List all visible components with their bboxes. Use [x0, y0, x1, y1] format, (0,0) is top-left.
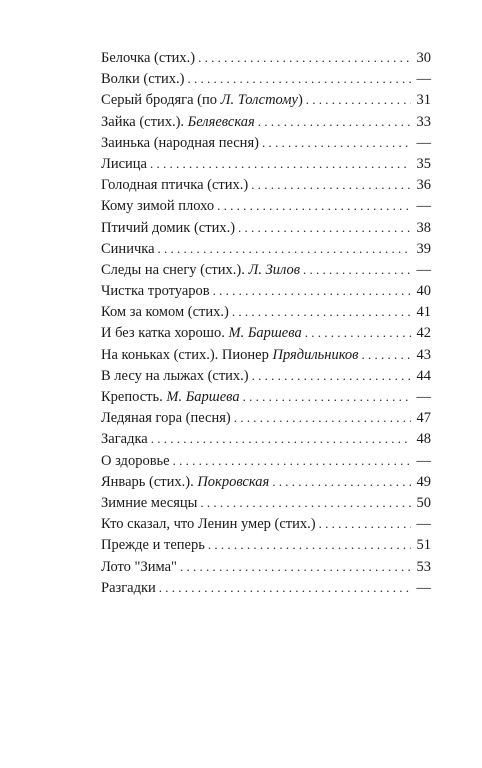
toc-entry-title: [101, 408, 231, 429]
toc-entry-page-number: 41: [416, 304, 431, 321]
toc-entry-title-text: Лисица: [101, 155, 147, 172]
dot-leader: [173, 450, 411, 471]
toc-entry: [101, 238, 431, 259]
toc-entry: [101, 259, 431, 280]
toc-entry-title-text: Зимние месяцы: [101, 494, 198, 511]
toc-entry-title-text: Прежде и теперь: [101, 537, 205, 554]
toc-entry-author: Л. Толстому: [220, 92, 298, 109]
toc-entry-title-text: На коньках (стих.). Пионер: [101, 346, 273, 363]
toc-entry-page-number: —: [416, 71, 431, 88]
toc-entry-title: [101, 302, 229, 323]
toc-entry-page-number: 47: [416, 410, 431, 427]
toc-entry-page-number: 44: [416, 367, 431, 384]
toc-entry-title: [101, 218, 235, 239]
toc-entry-title-text: Ледяная гора (песня): [101, 410, 231, 427]
toc-entry-title-text: Синичка: [101, 240, 155, 257]
toc-entry-title-text: В лесу на лыжах (стих.): [101, 367, 249, 384]
toc-entry-author: М. Баршева: [228, 325, 302, 342]
dot-leader: [251, 174, 411, 195]
toc-entry-page-number: 31: [416, 92, 431, 109]
dot-leader: [232, 301, 411, 322]
toc-entry-title: [101, 366, 249, 387]
toc-entry: [101, 492, 431, 513]
toc-entry-page-number: —: [416, 198, 431, 215]
toc-entry-title-text: Разгадки: [101, 579, 156, 596]
toc-entry-title: [101, 535, 205, 556]
toc-entry-title: [101, 493, 197, 514]
toc-entry: [101, 195, 431, 216]
dot-leader: [208, 534, 411, 555]
dot-leader: [180, 556, 411, 577]
toc-entry-page-number: 38: [416, 219, 431, 236]
toc-entry-title: [101, 323, 302, 344]
toc-entry-title: [101, 133, 259, 154]
toc-entry-title: [101, 69, 184, 90]
toc-entry-title: [101, 281, 210, 302]
toc-entry: [101, 386, 431, 407]
toc-entry-page-number: 33: [416, 113, 431, 130]
toc-entry-page-number: 51: [416, 537, 431, 554]
toc-entry-page-number: 42: [416, 325, 431, 342]
dot-leader: [252, 365, 411, 386]
toc-entry-title: [101, 451, 170, 472]
toc-entry-page-number: —: [416, 516, 431, 533]
toc-entry: [101, 132, 431, 153]
dot-leader: [150, 153, 411, 174]
toc-entry-title-text: Загадка: [101, 431, 148, 448]
toc-entry-page-number: 50: [416, 494, 431, 511]
toc-entry-title-text: Лото "Зима": [101, 558, 177, 575]
toc-entry: [101, 174, 431, 195]
toc-entry-page-number: 35: [416, 155, 431, 172]
toc-entry: [101, 111, 431, 132]
dot-leader: [238, 217, 411, 238]
toc-entry-author: Покровская: [197, 473, 270, 490]
toc-entry-title-text: Следы на снегу (стих.).: [101, 261, 249, 278]
toc-entry: [101, 407, 431, 428]
toc-entry: [101, 344, 431, 365]
toc-entry-title-text: О здоровье: [101, 452, 170, 469]
toc-entry-title: [101, 429, 148, 450]
toc-entry-page-number: 48: [416, 431, 431, 448]
toc-entry-title-text: Крепость.: [101, 389, 167, 405]
dot-leader: [306, 89, 411, 110]
toc-entry-title: [101, 48, 195, 69]
toc-entry-title-suffix: ): [297, 92, 303, 109]
toc-entry: [101, 513, 431, 534]
toc-entry-page-number: —: [416, 389, 431, 405]
toc-entry-page-number: —: [416, 452, 431, 469]
toc-entry: [101, 556, 431, 577]
dot-leader: [243, 386, 411, 407]
toc-entry-title-text: Птичий домик (стих.): [101, 219, 236, 236]
toc-entry-page-number: 43: [416, 346, 431, 363]
dot-leader: [198, 47, 411, 68]
toc-entry-title: [101, 472, 269, 493]
toc-entry-title-text: Кто сказал, что Ленин умер (стих.): [101, 516, 316, 533]
table-of-contents: [101, 47, 431, 598]
toc-entry: [101, 365, 431, 386]
toc-entry-page-number: —: [416, 134, 431, 151]
dot-leader: [319, 513, 411, 534]
dot-leader: [200, 492, 411, 513]
dot-leader: [234, 407, 411, 428]
toc-entry-page-number: 30: [416, 50, 431, 66]
toc-entry-author: Л. Зилов: [248, 261, 301, 278]
dot-leader: [272, 471, 411, 492]
toc-entry-title: [101, 175, 248, 196]
toc-entry-title-text: Серый бродяга (по: [101, 92, 221, 109]
toc-entry-title-text: Январь (стих.).: [101, 473, 198, 490]
dot-leader: [151, 428, 411, 449]
toc-entry-title-text: Зайка (стих.).: [101, 113, 188, 130]
toc-entry: [101, 89, 431, 110]
toc-entry-title: [101, 260, 300, 281]
toc-entry: [101, 47, 431, 68]
toc-entry: [101, 577, 431, 598]
dot-leader: [258, 111, 411, 132]
toc-entry-page-number: —: [416, 261, 431, 278]
toc-entry-title-text: И без катка хорошо.: [101, 325, 229, 342]
toc-entry-page-number: 36: [416, 177, 431, 194]
toc-entry-author: Беляевская: [187, 113, 255, 130]
toc-entry: [101, 280, 431, 301]
toc-entry-title: [101, 196, 214, 217]
toc-entry-title-text: Чистка тротуаров: [101, 283, 210, 300]
toc-entry-title-text: Кому зимой плохо: [101, 198, 215, 215]
toc-entry: [101, 534, 431, 555]
toc-entry-page-number: 49: [416, 473, 431, 490]
toc-entry-author: Прядильников: [272, 346, 359, 363]
dot-leader: [159, 577, 411, 598]
toc-entry: [101, 322, 431, 343]
toc-entry-author: М. Баршева: [166, 389, 240, 405]
toc-entry: [101, 450, 431, 471]
toc-entry: [101, 301, 431, 322]
toc-entry-title-text: Заинька (народная песня): [101, 134, 259, 151]
toc-entry: [101, 471, 431, 492]
dot-leader: [213, 280, 411, 301]
toc-entry: [101, 68, 431, 89]
dot-leader: [305, 322, 411, 343]
toc-entry-title: [101, 239, 155, 260]
toc-entry: [101, 217, 431, 238]
toc-entry-title: [101, 514, 316, 535]
toc-entry-title: [101, 578, 156, 599]
dot-leader: [158, 238, 411, 259]
toc-entry-title-text: Белочка (стих.): [101, 50, 196, 66]
toc-entry-page-number: 39: [416, 240, 431, 257]
dot-leader: [262, 132, 411, 153]
toc-entry-title: [101, 112, 255, 133]
toc-entry-title-text: Волки (стих.): [101, 71, 185, 88]
toc-entry-title: [101, 90, 303, 111]
dot-leader: [187, 68, 411, 89]
toc-entry: [101, 428, 431, 449]
toc-entry-title: [101, 154, 147, 175]
dot-leader: [217, 195, 411, 216]
toc-entry-title-text: Голодная птичка (стих.): [101, 177, 249, 194]
toc-entry-title: [101, 387, 240, 408]
toc-entry-title: [101, 557, 177, 578]
dot-leader: [303, 259, 411, 280]
toc-entry-title: [101, 345, 358, 366]
toc-entry: [101, 153, 431, 174]
toc-entry-page-number: 53: [416, 558, 431, 575]
toc-entry-page-number: —: [416, 579, 431, 596]
toc-entry-page-number: 40: [416, 283, 431, 300]
toc-entry-title-text: Ком за комом (стих.): [101, 304, 229, 321]
dot-leader: [361, 344, 411, 365]
